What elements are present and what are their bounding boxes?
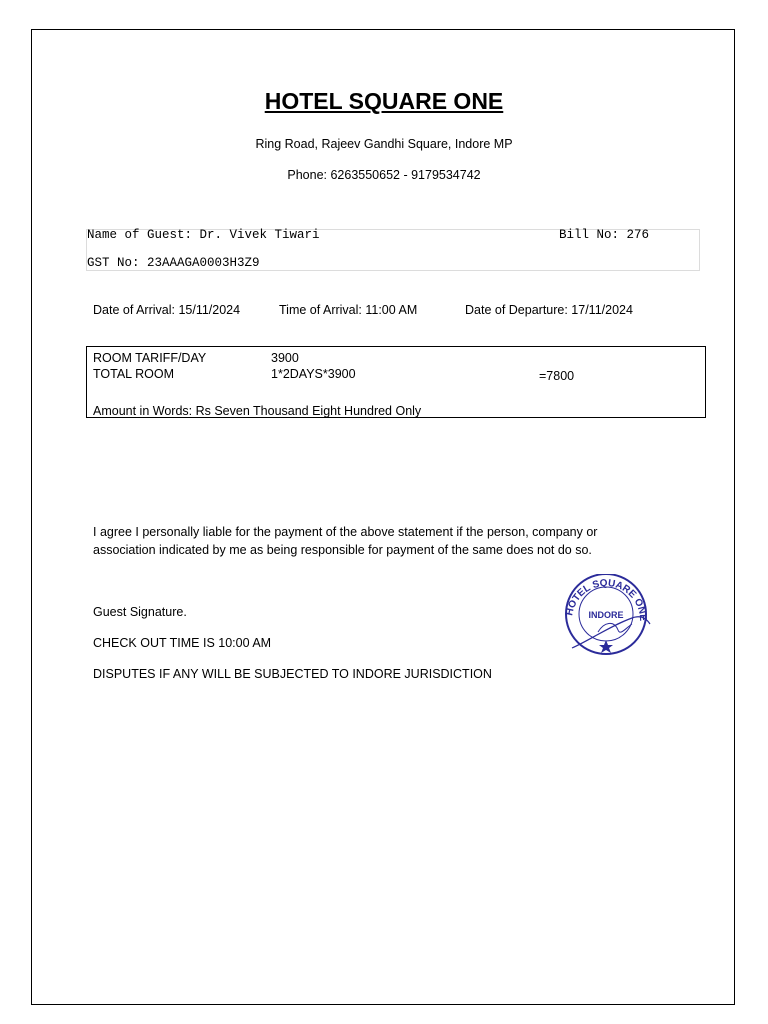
stamp-signature-stroke — [572, 617, 650, 648]
departure-date: Date of Departure: 17/11/2024 — [465, 303, 633, 317]
amount-in-words: Amount in Words: Rs Seven Thousand Eight Hundred Only — [93, 404, 422, 418]
hotel-address: Ring Road, Rajeev Gandhi Square, Indore MP — [255, 137, 513, 151]
tariff-day-value: 3900 — [271, 351, 299, 365]
stamp-ring-text: HOTEL SQUARE ONE — [564, 577, 649, 622]
stamp-center-text: INDORE — [588, 610, 624, 620]
hotel-phone: Phone: 6263550652 - 9179534742 — [287, 168, 481, 182]
arrival-time: Time of Arrival: 11:00 AM — [279, 303, 418, 317]
agreement-line-1: I agree I personally liable for the payment of the above statement if the person, company or — [93, 525, 598, 539]
total-room-label: TOTAL ROOM — [93, 367, 175, 381]
hotel-name: HOTEL SQUARE ONE — [264, 88, 504, 114]
bill-number: Bill No: 276 — [559, 228, 650, 242]
hotel-stamp-icon — [560, 574, 652, 656]
total-room-calc: 1*2DAYS*3900 — [271, 367, 356, 381]
total-room-result: =7800 — [539, 369, 575, 383]
guest-signature-label: Guest Signature. — [93, 605, 187, 619]
checkout-time: CHECK OUT TIME IS 10:00 AM — [93, 636, 272, 650]
agreement-line-2: association indicated by me as being responsible for payment of the same does not do so. — [93, 543, 592, 557]
arrival-date: Date of Arrival: 15/11/2024 — [93, 303, 241, 317]
stamp-star-icon — [599, 640, 613, 653]
disputes-notice: DISPUTES IF ANY WILL BE SUBJECTED TO INDORE JURISDICTION — [93, 667, 492, 681]
guest-name: Name of Guest: Dr. Vivek Tiwari — [87, 228, 320, 242]
tariff-day-label: ROOM TARIFF/DAY — [93, 351, 207, 365]
gst-number: GST No: 23AAAGA0003H3Z9 — [87, 256, 260, 270]
